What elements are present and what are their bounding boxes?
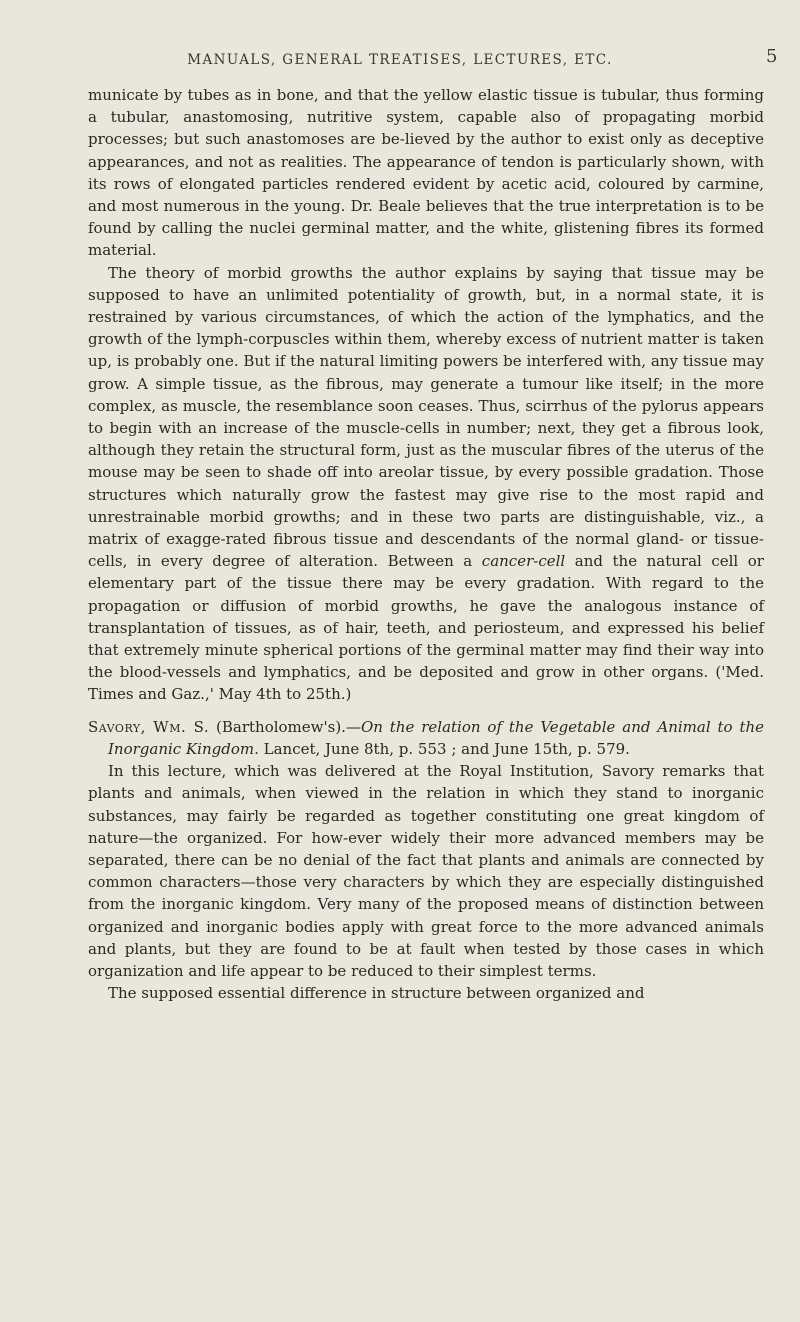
bibliography-entry (88, 716, 764, 760)
paragraph-4: The supposed essential difference in structure between organized and (108, 984, 645, 1003)
entry-affiliation: (Bartholomew's).— (209, 717, 361, 736)
running-head: MANUALS, GENERAL TREATISES, LECTURES, ETC. (187, 52, 613, 68)
paragraph-1: municate by tubes as in bone, and that the yellow elastic tissue is tubular, thus forming a tubular, anastomosing, nutritive system, capable also of propagating morbid processes; but such anastomoses are be-lieved by the author to exist only as deceptive appearances, and not as realities. The appearance of tendon is particularly shown, with its rows of elongated particles rendered evident by acetic acid, coloured by carmine, and most numerous in the young. Dr. Beale believes that the true interpretation is to be found by calling the nuclei germinal matter, and the white, glistening fibres its formed material. (88, 86, 764, 260)
entry-title: On the relation of the Vegetable and Animal to the Inorganic Kingdom. (108, 717, 765, 758)
paragraph-3: In this lecture, which was delivered at the Royal Institution, Savory remarks that plants and animals, when viewed in the relation in which they stand to inorganic substances, may fairly be regarded as together constituting one great kingdom of nature—the organized. For how-ever widely their more advanced members may be separated, there can be no denial of the fact that plants and animals are connected by common characters—those very characters by which they are especially distinguished from the inorganic kingdom. Very many of the proposed means of distinction between organized and inorganic bodies apply with great force to the more advanced animals and plants, but they are found to be at fault when tested by those cases in which organization and life appear to be reduced to their simplest terms. (88, 762, 764, 980)
italic-term: cancer-cell (481, 552, 566, 571)
paragraph-2 (88, 262, 764, 706)
entry-author: Savory, Wm. S. (88, 717, 210, 736)
paragraph-2-text: The theory of morbid growths the author explains by saying that tissue may be supposed to have an unlimited potentiality of growth, but, in a normal state, it is restrained by various circumstances, of which the action of the lymphatics, and the growth of the lymph-corpuscles within them, whereby excess of nutrient matter is taken up, is probably one. But if the natural limiting powers be interfered with, any tissue may grow. A simple tissue, as the fibrous, may generate a tumour like itself; in the more complex, as muscle, the resemblance soon ceases. Thus, scirrhus of the pylorus appears to begin with an increase of the muscle-cells in number; next, they get a fibrous look, although they retain the structural form, just as the muscular fibres of the uterus of the mouse may be seen to shade off into areolar tissue, by every possible gradation. Those structures which naturally grow the fastest may give rise to the most rapid and unrestrainable morbid growths; and in these two parts are distinguishable, viz., a matrix of exagge-rated fibrous tissue and descendants of the normal gland- or tissue-cells, in every degree of alteration. Between a (88, 263, 764, 571)
entry-citation: Lancet, June 8th, p. 553 ; and June 15th, p. 579. (258, 739, 630, 758)
body-text (88, 84, 764, 1004)
page-number: 5 (766, 46, 778, 67)
paragraph-2-continuation: and the natural cell or elementary part of the tissue there may be every gradation. With regard to the propagation or diffusion of morbid growths, he gave the analogous instance of transplantation of tissues, as of hair, teeth, and periosteum, and expressed his belief that extremely minute spherical portions of the germinal matter may find their way into the blood-vessels and lymphatics, and be deposited and grow in other organs. ('Med. Times and Gaz.,' May 4th to 25th.) (88, 552, 764, 704)
